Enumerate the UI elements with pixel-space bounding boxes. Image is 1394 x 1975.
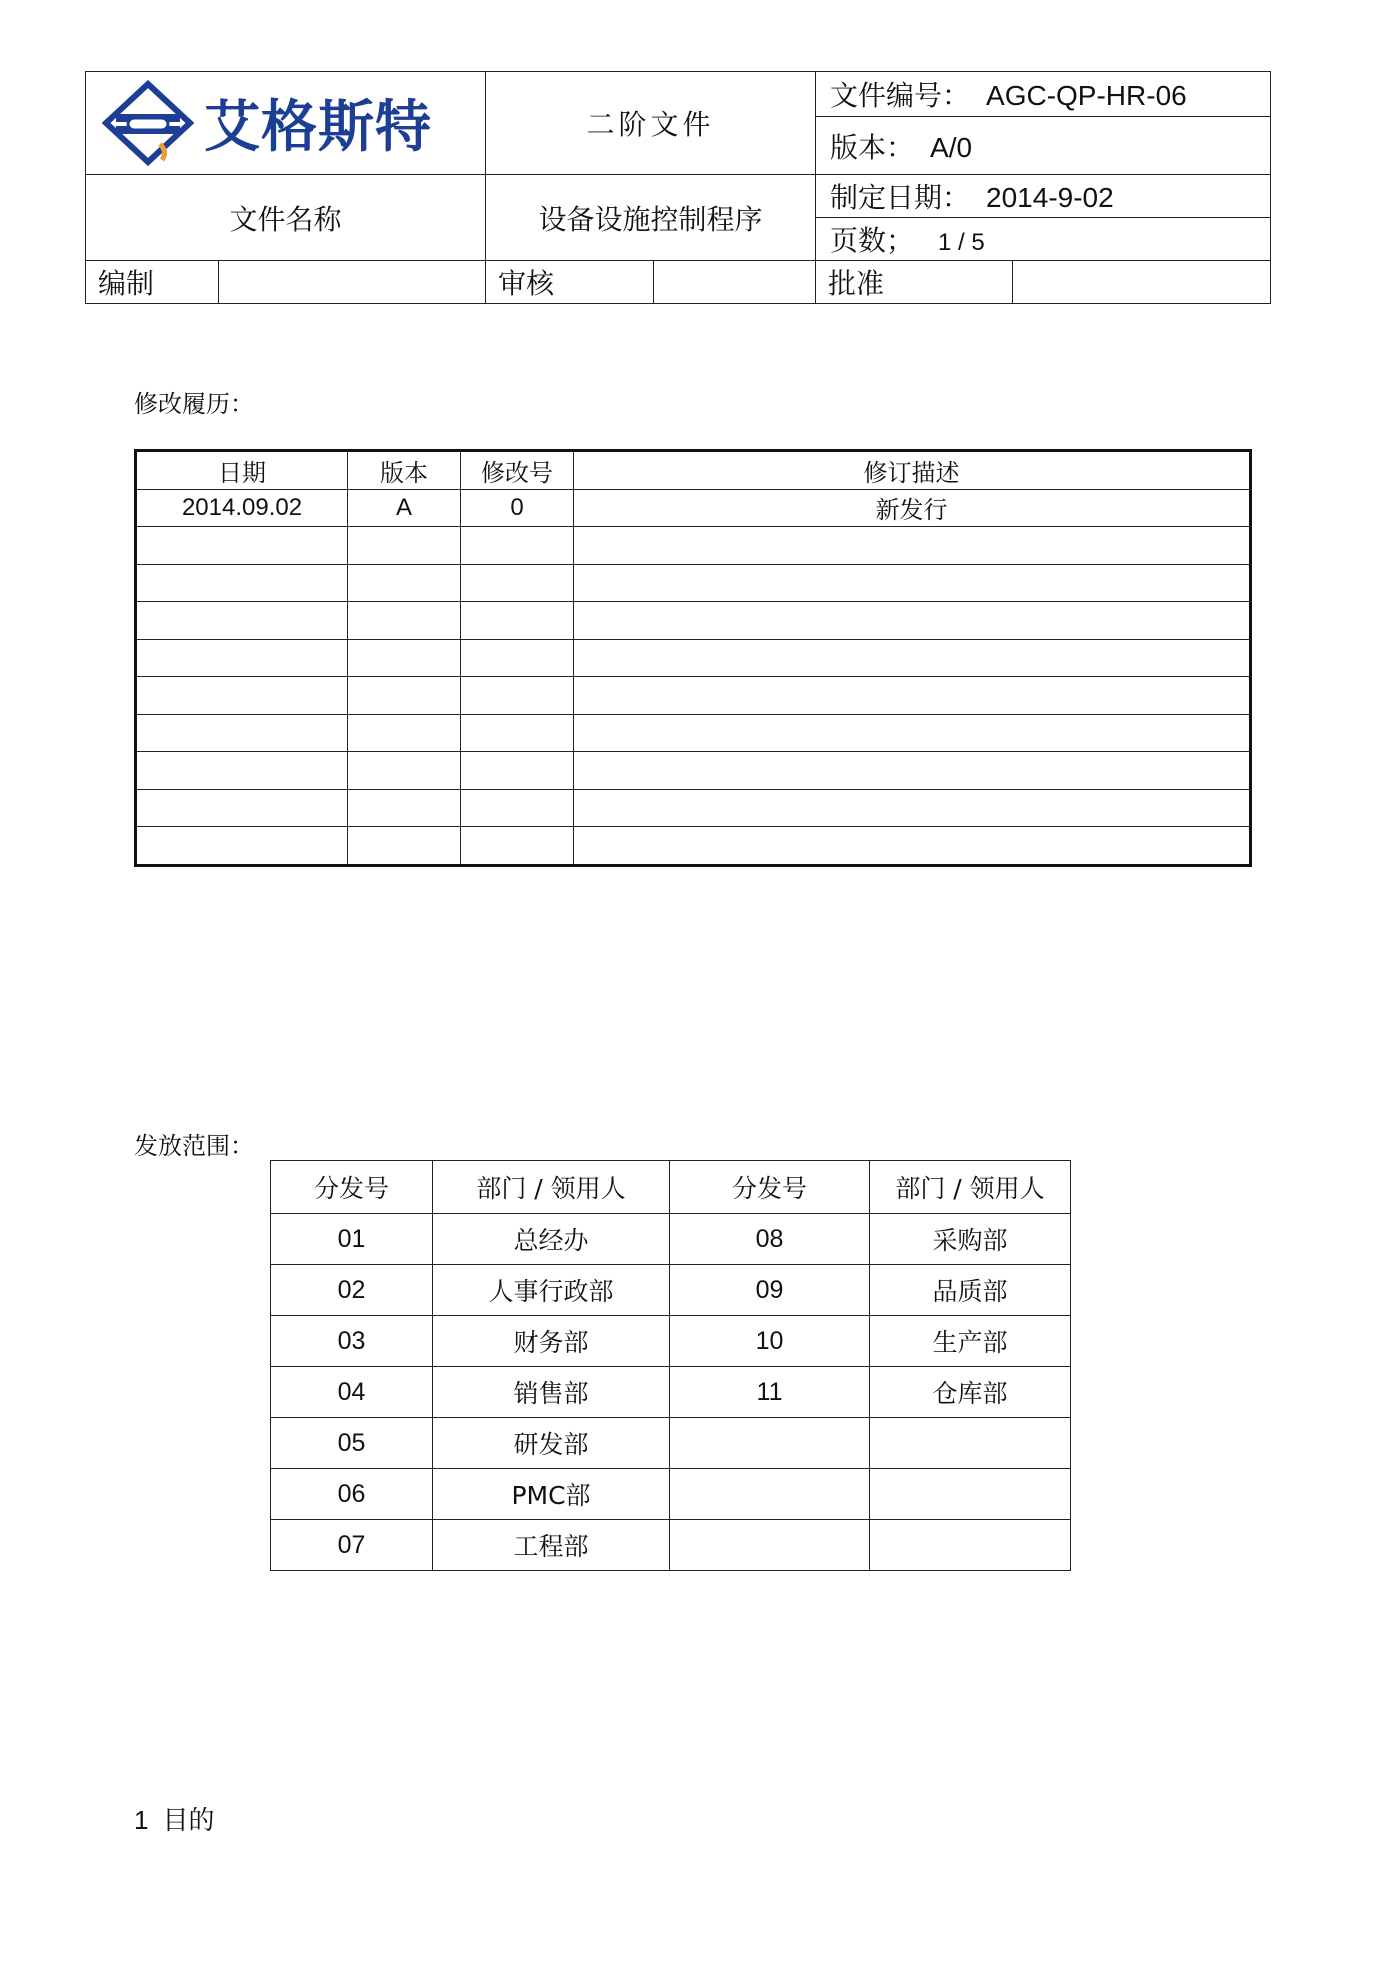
table-cell	[870, 1520, 1071, 1571]
table-cell	[348, 677, 461, 715]
table-cell: 2014.09.02	[136, 489, 348, 527]
distribution-row	[271, 1214, 1071, 1265]
revision-row	[136, 752, 1251, 790]
table-cell	[670, 1469, 870, 1520]
table-cell	[574, 527, 1251, 565]
table-cell: 10	[670, 1316, 870, 1367]
distribution-row	[271, 1265, 1071, 1316]
date-cell	[816, 175, 1271, 218]
table-cell	[136, 714, 348, 752]
table-cell	[574, 789, 1251, 827]
table-cell: 人事行政部	[433, 1265, 670, 1316]
distribution-label: 发放范围：	[134, 1132, 254, 1160]
table-cell	[136, 639, 348, 677]
version-value: A/0	[930, 131, 973, 163]
revision-row	[136, 527, 1251, 565]
doc-number-cell	[816, 72, 1271, 117]
table-cell	[574, 639, 1251, 677]
distribution-body	[271, 1161, 1071, 1571]
table-cell: A	[348, 489, 461, 527]
column-header: 分发号	[670, 1161, 870, 1214]
table-cell	[574, 677, 1251, 715]
revision-history-body	[136, 451, 1251, 866]
table-cell: 生产部	[870, 1316, 1071, 1367]
reviewed-label: 审核	[486, 261, 654, 304]
doc-name-value: 设备设施控制程序	[486, 175, 816, 261]
table-cell	[574, 752, 1251, 790]
table-cell	[348, 827, 461, 866]
section-title: 目的	[162, 1806, 215, 1836]
distribution-row	[271, 1316, 1071, 1367]
table-cell: 研发部	[433, 1418, 670, 1469]
table-cell: 品质部	[870, 1265, 1071, 1316]
doc-name-label: 文件名称	[86, 175, 486, 261]
approved-value	[1013, 261, 1271, 304]
table-cell	[136, 677, 348, 715]
approved-label: 批准	[816, 261, 1013, 304]
table-cell	[348, 527, 461, 565]
doc-number-value: AGC-QP-HR-06	[986, 80, 1187, 112]
table-cell	[136, 752, 348, 790]
pages-value: 1 / 5	[938, 229, 985, 256]
section-number: 1	[134, 1805, 149, 1835]
table-cell: 01	[271, 1214, 433, 1265]
table-cell: 04	[271, 1367, 433, 1418]
distribution-row	[271, 1418, 1071, 1469]
table-cell	[348, 714, 461, 752]
table-cell: 采购部	[870, 1214, 1071, 1265]
table-cell	[461, 827, 574, 866]
table-cell	[574, 714, 1251, 752]
prepared-label: 编制	[86, 261, 219, 304]
table-cell	[461, 714, 574, 752]
company-logo-icon	[102, 80, 194, 166]
revision-row	[136, 602, 1251, 640]
pages-cell	[816, 218, 1271, 261]
revision-row	[136, 564, 1251, 602]
table-cell: 11	[670, 1367, 870, 1418]
version-cell	[816, 117, 1271, 175]
table-cell	[574, 564, 1251, 602]
column-header: 修改号	[461, 451, 574, 490]
table-cell: 03	[271, 1316, 433, 1367]
table-cell	[461, 602, 574, 640]
table-cell: 07	[271, 1520, 433, 1571]
table-cell	[461, 564, 574, 602]
date-label: 制定日期：	[830, 181, 971, 214]
column-header: 日期	[136, 451, 348, 490]
column-header: 修订描述	[574, 451, 1251, 490]
table-cell	[870, 1418, 1071, 1469]
table-cell: 工程部	[433, 1520, 670, 1571]
table-cell	[870, 1469, 1071, 1520]
table-cell	[461, 752, 574, 790]
table-cell	[136, 789, 348, 827]
table-cell	[136, 564, 348, 602]
table-cell: 02	[271, 1265, 433, 1316]
distribution-row-header	[271, 1161, 1071, 1214]
table-cell	[348, 789, 461, 827]
table-cell: 09	[670, 1265, 870, 1316]
table-cell	[574, 827, 1251, 866]
document-level: 二阶文件	[486, 72, 816, 175]
table-cell: 财务部	[433, 1316, 670, 1367]
logo-cell	[86, 72, 486, 175]
table-cell	[136, 602, 348, 640]
reviewed-value	[654, 261, 816, 304]
revision-history-table	[134, 449, 1252, 867]
table-cell	[461, 677, 574, 715]
document-header-table	[85, 71, 1271, 304]
version-label: 版本：	[830, 130, 915, 164]
revision-row	[136, 677, 1251, 715]
revision-row	[136, 714, 1251, 752]
table-cell: 08	[670, 1214, 870, 1265]
revision-row-header	[136, 451, 1251, 490]
revision-row	[136, 639, 1251, 677]
company-logo	[86, 72, 485, 174]
revision-row	[136, 827, 1251, 866]
table-cell	[348, 602, 461, 640]
table-cell: 0	[461, 489, 574, 527]
column-header: 版本	[348, 451, 461, 490]
table-cell	[348, 564, 461, 602]
pages-label: 页数；	[830, 224, 915, 257]
table-cell: 06	[271, 1469, 433, 1520]
column-header: 部门 / 领用人	[433, 1161, 670, 1214]
distribution-table	[270, 1160, 1071, 1571]
table-cell	[670, 1418, 870, 1469]
distribution-row	[271, 1520, 1071, 1571]
table-cell	[461, 639, 574, 677]
column-header: 分发号	[271, 1161, 433, 1214]
table-cell: 销售部	[433, 1367, 670, 1418]
table-cell	[574, 602, 1251, 640]
table-cell	[670, 1520, 870, 1571]
table-cell	[136, 827, 348, 866]
table-cell	[136, 527, 348, 565]
table-cell: 05	[271, 1418, 433, 1469]
distribution-row	[271, 1367, 1071, 1418]
column-header: 部门 / 领用人	[870, 1161, 1071, 1214]
table-cell	[348, 752, 461, 790]
table-cell: PMC部	[433, 1469, 670, 1520]
doc-number-label: 文件编号：	[830, 79, 971, 113]
table-cell	[461, 527, 574, 565]
section-heading-purpose	[134, 1800, 214, 1837]
date-value: 2014-9-02	[986, 182, 1114, 213]
table-cell	[461, 789, 574, 827]
prepared-value	[219, 261, 486, 304]
table-cell: 总经办	[433, 1214, 670, 1265]
revision-history-label: 修改履历：	[134, 390, 254, 418]
company-name: 艾格斯特	[204, 95, 432, 160]
distribution-row	[271, 1469, 1071, 1520]
revision-row	[136, 489, 1251, 527]
table-cell: 新发行	[574, 489, 1251, 527]
table-cell: 仓库部	[870, 1367, 1071, 1418]
table-cell	[348, 639, 461, 677]
revision-row	[136, 789, 1251, 827]
